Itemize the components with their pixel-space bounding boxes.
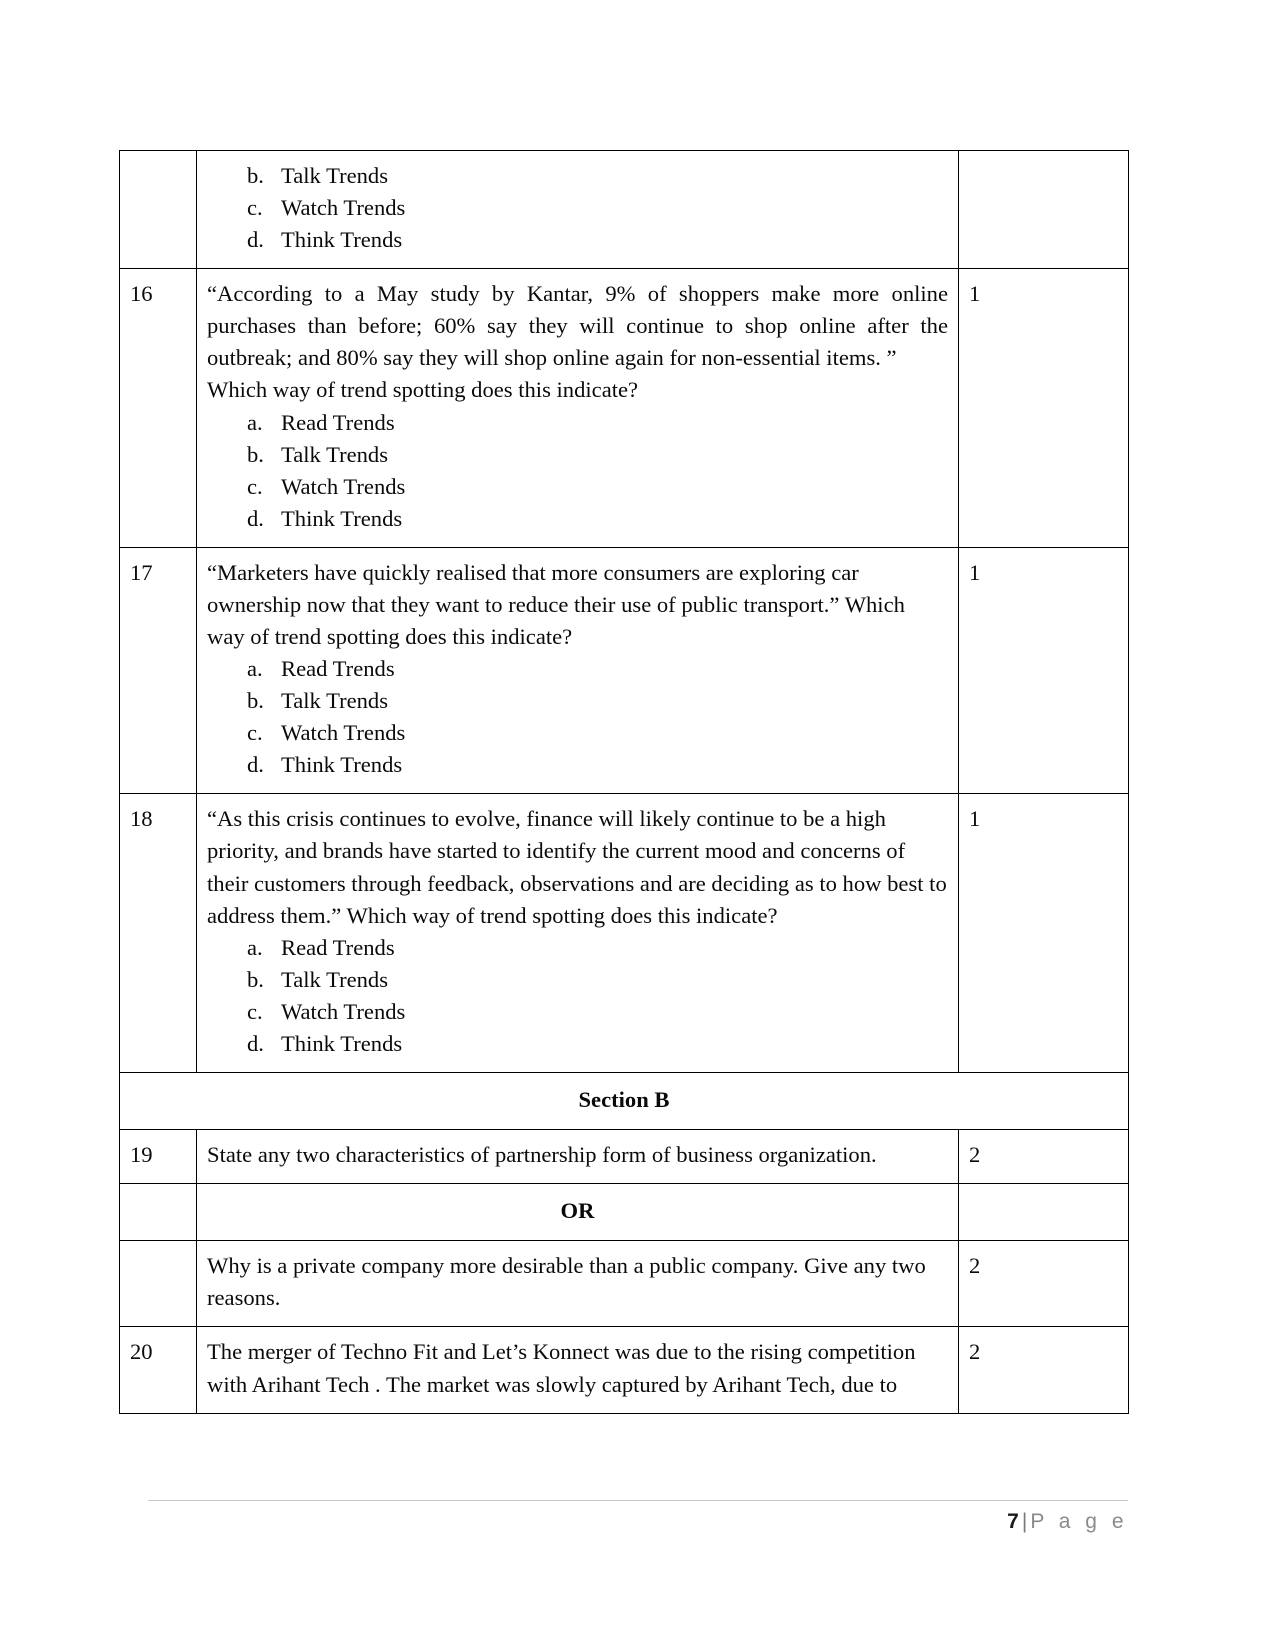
option-label: d. <box>247 1030 264 1056</box>
marks-value <box>959 151 1129 269</box>
page-label-separator: | <box>1021 1510 1028 1533</box>
question-number <box>120 1241 197 1327</box>
question-number: 18 <box>120 794 197 1073</box>
option-text: Think Trends <box>281 505 403 531</box>
question-body <box>197 1241 959 1327</box>
option-label: a. <box>247 934 263 960</box>
question-body <box>197 794 959 1073</box>
table-row <box>120 1130 1129 1184</box>
question-number: 17 <box>120 547 197 794</box>
option-list <box>207 407 948 535</box>
option-label: b. <box>247 163 264 188</box>
option-text: Talk Trends <box>281 966 389 992</box>
option-label: b. <box>247 688 264 714</box>
question-text: State any two characteristics of partnership form of business organization. <box>207 1142 877 1168</box>
table-row <box>120 794 1129 1073</box>
option-text: Talk Trends <box>281 688 389 714</box>
list-item <box>247 503 948 535</box>
question-number: 19 <box>120 1130 197 1184</box>
option-text: Watch Trends <box>281 998 406 1024</box>
list-item <box>247 685 948 717</box>
list-item <box>247 192 948 224</box>
table-row <box>120 269 1129 548</box>
option-text: Watch Trends <box>281 195 406 221</box>
option-list <box>207 932 948 1060</box>
option-label: d. <box>247 752 264 778</box>
list-item <box>247 717 948 749</box>
page-label-word: P a g e <box>1030 1510 1128 1533</box>
marks-value: 1 <box>959 547 1129 794</box>
question-body <box>197 1327 959 1413</box>
footer-divider <box>148 1500 1128 1501</box>
table-row <box>120 1241 1129 1327</box>
option-text: Read Trends <box>281 934 395 960</box>
marks-value <box>959 1184 1129 1241</box>
table-row <box>120 151 1129 269</box>
list-item <box>247 471 948 503</box>
table-row <box>120 1184 1129 1241</box>
option-label: b. <box>247 441 264 467</box>
question-number: 20 <box>120 1327 197 1413</box>
option-label: c. <box>247 998 263 1024</box>
question-body <box>197 269 959 548</box>
list-item <box>247 964 948 996</box>
option-label: b. <box>247 966 264 992</box>
question-stem: “According to a May study by Kantar, 9% of shoppers make more online purchases than before; 60% say they will continue to shop online after the outbreak; and 80% say they will shop online again for non-essential items. ” <box>207 281 948 371</box>
list-item <box>247 160 948 192</box>
option-text: Talk Trends <box>281 163 389 188</box>
question-prompt: Which way of trend spotting does this indicate? <box>207 377 639 403</box>
table-row <box>120 1073 1129 1130</box>
option-label: a. <box>247 656 263 682</box>
list-item <box>247 996 948 1028</box>
question-text: The merger of Techno Fit and Let’s Konnect was due to the rising competition with Arihant Tech . The market was slowly captured by Arihant Tech, due to <box>207 1339 916 1397</box>
list-item <box>247 407 948 439</box>
page-number: 7 <box>1007 1510 1019 1533</box>
list-item <box>247 224 948 256</box>
question-body <box>197 1130 959 1184</box>
table-row <box>120 1327 1129 1413</box>
option-label: a. <box>247 409 263 435</box>
option-label: d. <box>247 227 264 253</box>
table-row <box>120 547 1129 794</box>
question-table <box>119 150 1129 1414</box>
list-item <box>247 1028 948 1060</box>
question-body <box>197 547 959 794</box>
option-text: Think Trends <box>281 1030 403 1056</box>
marks-value: 2 <box>959 1241 1129 1327</box>
question-number: 16 <box>120 269 197 548</box>
option-text: Talk Trends <box>281 441 389 467</box>
marks-value: 1 <box>959 269 1129 548</box>
marks-value: 1 <box>959 794 1129 1073</box>
question-number <box>120 151 197 269</box>
list-item <box>247 932 948 964</box>
list-item <box>247 653 948 685</box>
option-text: Read Trends <box>281 409 395 435</box>
option-list <box>207 653 948 781</box>
option-text: Think Trends <box>281 227 403 253</box>
option-text: Watch Trends <box>281 720 406 746</box>
question-body <box>197 151 959 269</box>
marks-value: 2 <box>959 1130 1129 1184</box>
or-divider: OR <box>197 1184 959 1241</box>
question-stem: “Marketers have quickly realised that more consumers are exploring car ownership now that they want to reduce their use of public transport.” Which way of trend spotting does this indicate? <box>207 559 905 650</box>
question-stem: “As this crisis continues to evolve, finance will likely continue to be a high priority, and brands have started to identify the current mood and concerns of their customers through feedback, observations and are deciding as to how best to address them.” Which way of trend spotting does this indicate? <box>207 806 947 928</box>
section-heading: Section B <box>120 1073 1129 1130</box>
option-label: c. <box>247 720 263 746</box>
option-text: Read Trends <box>281 656 395 682</box>
question-number <box>120 1184 197 1241</box>
option-label: c. <box>247 195 263 221</box>
marks-value: 2 <box>959 1327 1129 1413</box>
page-footer <box>1007 1510 1128 1534</box>
option-list <box>207 160 948 256</box>
list-item <box>247 749 948 781</box>
option-text: Watch Trends <box>281 473 406 499</box>
list-item <box>247 439 948 471</box>
option-text: Think Trends <box>281 752 403 778</box>
option-label: c. <box>247 473 263 499</box>
question-text: Why is a private company more desirable than a public company. Give any two reasons. <box>207 1253 926 1311</box>
option-label: d. <box>247 505 264 531</box>
